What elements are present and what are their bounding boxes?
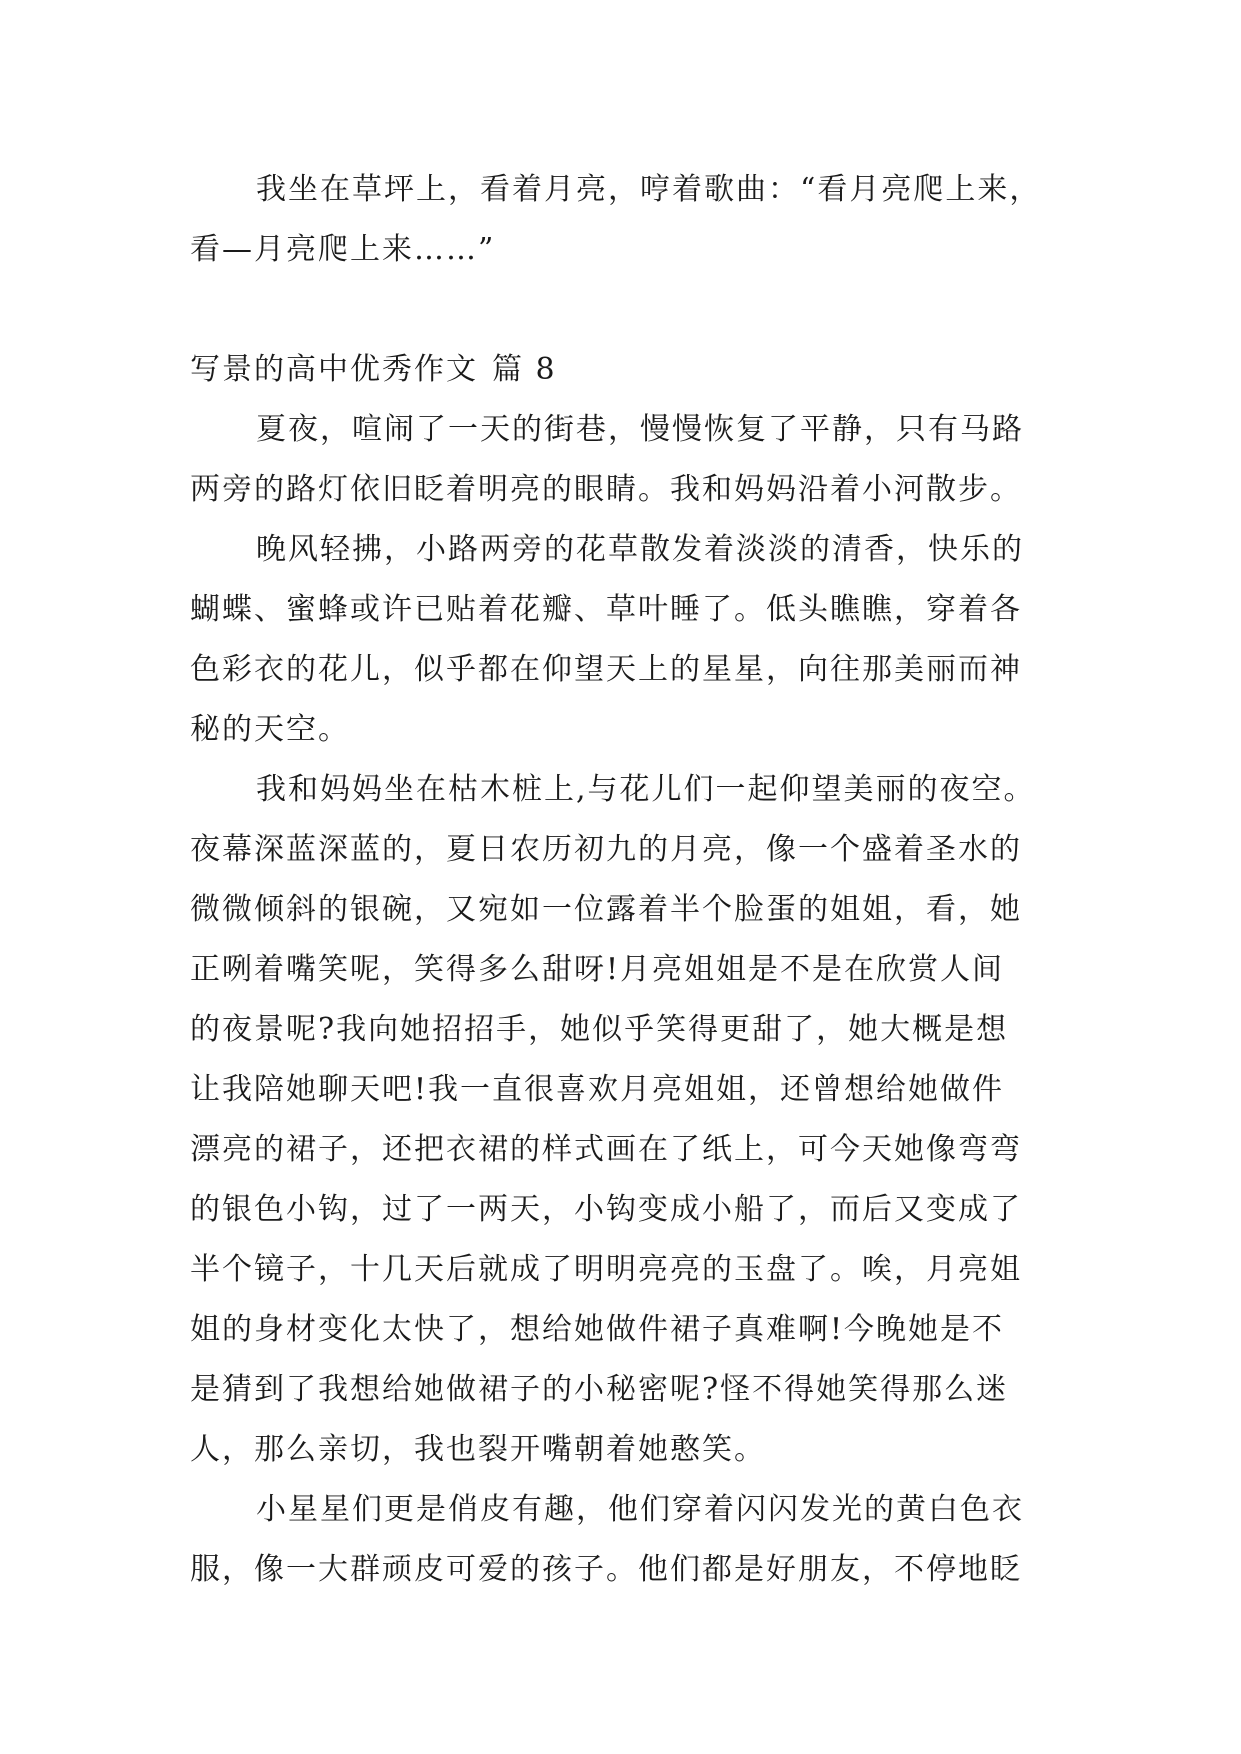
text-line: 两旁的路灯依旧眨着明亮的眼睛。我和妈妈沿着小河散步。	[190, 472, 1022, 507]
text-line: 色彩衣的花儿，似乎都在仰望天上的星星，向往那美丽而神	[190, 652, 1022, 687]
section-number: 篇 8	[492, 352, 557, 387]
text-line: 微微倾斜的银碗，又宛如一位露着半个脸蛋的姐姐，看，她	[190, 892, 1022, 927]
text-line: 的银色小钩，过了一两天，小钩变成小船了，而后又变成了	[190, 1192, 1022, 1227]
document-body	[190, 160, 1070, 1600]
text-line: 漂亮的裙子，还把衣裙的样式画在了纸上，可今天她像弯弯	[190, 1132, 1022, 1167]
text-line: 服，像一大群顽皮可爱的孩子。他们都是好朋友，不停地眨	[190, 1552, 1022, 1587]
paragraph-1	[190, 400, 1070, 520]
text-line: 姐的身材变化太快了，想给她做件裙子真难啊!今晚她是不	[190, 1312, 1005, 1347]
text-line: 我坐在草坪上，看着月亮，哼着歌曲：“看月亮爬上来，	[256, 172, 1042, 207]
paragraph-3	[190, 760, 1070, 1480]
paragraph-4	[190, 1480, 1070, 1600]
text-line: 让我陪她聊天吧!我一直很喜欢月亮姐姐，还曾想给她做件	[190, 1072, 1005, 1107]
paragraph-2	[190, 520, 1070, 760]
text-line: 我和妈妈坐在枯木桩上,与花儿们一起仰望美丽的夜空。	[256, 772, 1036, 807]
section-title: 写景的高中优秀作文	[190, 352, 478, 387]
text-line: 秘的天空。	[190, 712, 350, 747]
text-line: 晚风轻拂，小路两旁的花草散发着淡淡的清香，快乐的	[256, 532, 1024, 567]
text-line: 正咧着嘴笑呢，笑得多么甜呀!月亮姐姐是不是在欣赏人间	[190, 952, 1005, 987]
text-line: 看—月亮爬上来……”	[190, 232, 496, 267]
section-heading	[190, 340, 1070, 400]
text-line: 小星星们更是俏皮有趣，他们穿着闪闪发光的黄白色衣	[256, 1492, 1024, 1527]
text-line: 半个镜子，十几天后就成了明明亮亮的玉盘了。唉，月亮姐	[190, 1252, 1022, 1287]
text-line: 人，那么亲切，我也裂开嘴朝着她憨笑。	[190, 1432, 766, 1467]
text-line: 蝴蝶、蜜蜂或许已贴着花瓣、草叶睡了。低头瞧瞧，穿着各	[190, 592, 1022, 627]
text-line: 的夜景呢?我向她招招手，她似乎笑得更甜了，她大概是想	[190, 1012, 1009, 1047]
text-line: 夏夜，喧闹了一天的街巷，慢慢恢复了平静，只有马路	[256, 412, 1024, 447]
intro-paragraph	[190, 160, 1070, 280]
text-line: 是猜到了我想给她做裙子的小秘密呢?怪不得她笑得那么迷	[190, 1372, 1009, 1407]
paragraph-gap	[190, 280, 1070, 340]
text-line: 夜幕深蓝深蓝的，夏日农历初九的月亮，像一个盛着圣水的	[190, 832, 1022, 867]
